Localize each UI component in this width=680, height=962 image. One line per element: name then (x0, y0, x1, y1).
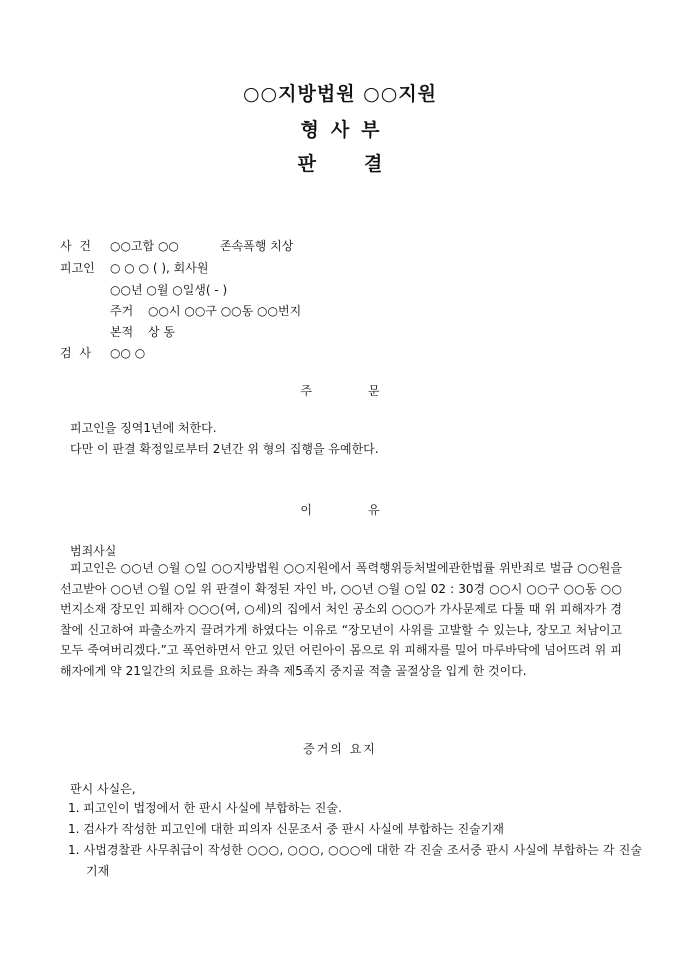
sentence-title: 주문 (300, 384, 436, 398)
defendant-name: ○ ○ ○ ( ), 회사원 (110, 261, 209, 275)
case-number: ○○고합 ○○ (110, 239, 179, 253)
domicile-value: 상 동 (148, 325, 175, 339)
evidence-title: 증거의 요지 (303, 742, 377, 756)
case-label: 사 건 (60, 239, 93, 253)
address-label: 주거 (110, 304, 134, 318)
division-name: 형사부 (300, 119, 392, 141)
evidence-item-3: 1. 사법경찰관 사무취급이 작성한 ○○○, ○○○, ○○○에 대한 각 진술 조서중 판시 사실에 부합하는 각 진술 기재 (68, 843, 642, 878)
defendant-birth: ○○년 ○월 ○일생( - ) (110, 283, 228, 297)
prosecutor-name: ○○ ○ (110, 346, 146, 360)
prosecutor-label: 검 사 (60, 346, 93, 360)
address-value: ○○시 ○○구 ○○동 ○○번지 (148, 304, 302, 318)
evidence-item-2: 1. 검사가 작성한 피고인에 대한 피의자 신문조서 중 판시 사실에 부합하는 진술기재 (68, 822, 504, 836)
crime-facts-heading: 범죄사실 (70, 544, 117, 558)
document-type: 판결 (297, 153, 431, 175)
evidence-item-1: 1. 피고인이 법정에서 한 판시 사실에 부합하는 진술. (68, 801, 342, 815)
sentence-line-1: 피고인을 징역1년에 처한다. (70, 421, 217, 435)
defendant-label: 피고인 (60, 261, 95, 275)
sentence-line-2: 다만 이 판결 확정일로부터 2년간 위 형의 집행을 유예한다. (70, 442, 379, 456)
evidence-intro: 판시 사실은, (70, 782, 136, 796)
domicile-label: 본적 (110, 325, 134, 339)
case-name: 존속폭행 치상 (220, 239, 294, 253)
crime-facts-body: 피고인은 ○○년 ○월 ○일 ○○지방법원 ○○지원에서 폭력행위등처벌에관한법률 위반죄로 벌금 ○○원을 선고받아 ○○년 ○월 ○일 위 판결이 확정된 자인 바, ○○년 ○월 ○일 02 : 30경 ○○시 ○○구 ○○동 ○○번지소재 장모인 피해자 ○○○(여, ○세)의 집에서 처인 공소외 ○○○가 가사문제로 다툴 때 위 피해자가 경찰에 신고하여 파출소까지 끌려가게 하였다는 이유로 “장모년이 사위를 고발할 수 있는냐, 장모고 처남이고 모두 죽여버리겠다.”고 폭언하면서 안고 있던 어린아이 몸으로 위 피해자를 밀어 마루바닥에 넘어뜨려 위 피해자에게 약 21일간의 치료를 요하는 좌측 제5족지 중지골 적출 골절상을 입게 한 것이다. (60, 561, 622, 678)
court-name: ○○지방법원 ○○지원 (242, 83, 438, 105)
reasons-title: 이유 (300, 503, 436, 517)
